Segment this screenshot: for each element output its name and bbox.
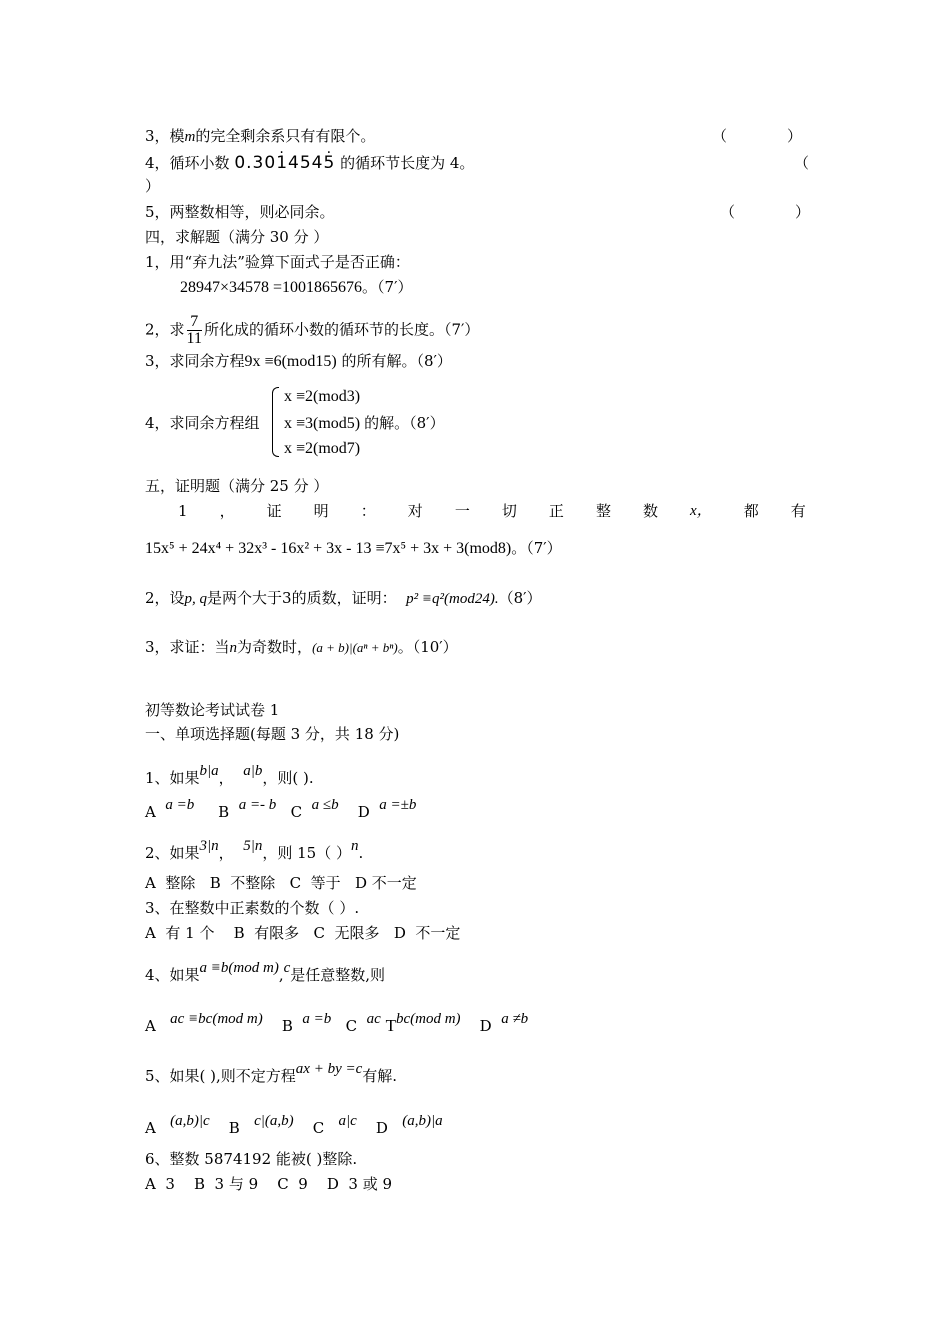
judge-q5-answer-blank[interactable]: （ ） xyxy=(720,203,811,221)
section5-title: 五，证明题（满分 25 分 ） xyxy=(145,477,329,495)
polynomial-congruence: 15x⁵ + 24x⁴ + 32x³ - 16x² + 3x - 13 ≡7x⁵ + 3x + 3(mod8) xyxy=(145,540,512,557)
cond-congruence: a ≡b(mod m) xyxy=(199,960,279,976)
p-q-congruence: p² ≡q²(mod24). xyxy=(406,591,499,607)
judge-q4-answer-open[interactable]: （ xyxy=(794,154,810,172)
exam-q1-sep: ， xyxy=(218,769,234,787)
option-c-letter[interactable]: C xyxy=(345,1017,358,1035)
s5-q3-text: 为奇数时， xyxy=(237,638,313,656)
judge-q3 xyxy=(145,126,375,147)
exam-q2-sep: ， xyxy=(218,844,234,862)
divisibility-expr: (a + b)|(aⁿ + bⁿ) xyxy=(312,640,398,655)
system-eq-1: x ≡2(mod3) xyxy=(284,388,361,405)
left-brace xyxy=(272,387,279,457)
option-d-letter[interactable]: D xyxy=(357,803,370,821)
exam-q6: 6、整数 5874192 能被( )整除. xyxy=(145,1150,358,1168)
s5-q1-word: 一 xyxy=(454,502,470,520)
decimal-prefix: 0.30 xyxy=(234,153,277,173)
exam-q1-prefix: 1、如果 xyxy=(145,769,200,787)
cond-3-divides-n: 3|n xyxy=(199,838,219,854)
option-c-text: 无限多 xyxy=(334,924,380,942)
option-b-letter[interactable]: B xyxy=(218,803,230,821)
exam-q4-suffix: 是任意整数,则 xyxy=(290,966,386,984)
cond-b-divides-a: b|a xyxy=(199,763,219,779)
section5-q2 xyxy=(145,588,542,609)
option-b-text: 不整除 xyxy=(230,874,276,892)
system-eq-2: x ≡3(mod5) xyxy=(284,415,361,432)
option-b-letter[interactable]: B xyxy=(228,1119,240,1137)
option-a-letter[interactable]: A xyxy=(145,874,156,892)
option-c-left: ac xyxy=(366,1011,381,1027)
option-a-letter[interactable]: A xyxy=(145,1017,156,1035)
q4-text: 的解。（8′） xyxy=(364,414,445,432)
option-c-right: bc(mod m) xyxy=(395,1011,461,1027)
q3-congruence: 9x ≡6(mod15) xyxy=(244,353,337,370)
exam-q4 xyxy=(145,960,386,986)
judge-q3-label: 3，模 xyxy=(145,127,185,145)
exam-q2-suffix: ，则 15（ ） xyxy=(262,844,351,862)
fraction-denominator: 11 xyxy=(186,330,202,347)
q1-expression: 28947×34578 =1001865676 xyxy=(180,279,363,296)
option-a-text: 整除 xyxy=(165,874,196,892)
s5-q1-word: 切 xyxy=(501,502,517,520)
exam-q1-suffix: ，则( ). xyxy=(262,769,314,787)
exam-q2-end: . xyxy=(358,844,364,862)
system-eq-3: x ≡2(mod7) xyxy=(284,440,361,457)
option-b-letter[interactable]: B xyxy=(209,874,221,892)
option-c-letter[interactable]: C xyxy=(290,803,303,821)
cond-5-divides-n: 5|n xyxy=(243,838,263,854)
option-a-expr: (a,b)|c xyxy=(170,1113,210,1129)
q3-prefix: 3，求同余方程 xyxy=(145,352,245,370)
s5-q1-word: 有 xyxy=(790,502,806,520)
decimal-dot-digit-end: · 5 xyxy=(323,153,335,173)
q1-score: 。（7′） xyxy=(362,278,413,296)
option-c-expr: a|c xyxy=(338,1113,357,1129)
exam-q3: 3、在整数中正素数的个数（ ）. xyxy=(145,899,360,917)
option-b-expr: a =b xyxy=(302,1011,332,1027)
cond-a-divides-b: a|b xyxy=(243,763,263,779)
s5-q1-word: 证 xyxy=(266,502,282,520)
option-d-expr: a ≠b xyxy=(501,1011,529,1027)
option-a-expr: ac ≡bc(mod m) xyxy=(170,1011,263,1027)
option-d-text: 不一定 xyxy=(415,924,461,942)
section4-q1-expr xyxy=(180,277,413,298)
option-d-letter[interactable]: D xyxy=(479,1017,492,1035)
exam-title: 初等数论考试试卷 1 xyxy=(145,701,280,719)
option-b-text: 有限多 xyxy=(254,924,300,942)
vars-p-q: p, q xyxy=(184,591,208,607)
option-d-letter[interactable]: D xyxy=(354,874,368,892)
s5-q1-word: 正 xyxy=(548,502,564,520)
decimal-mid: 454 xyxy=(288,153,324,173)
judge-q4-label: 4，循环小数 xyxy=(145,154,230,172)
section5-q3 xyxy=(145,637,458,658)
exam-section1-title: 一、单项选择题(每题 3 分，共 18 分) xyxy=(145,725,400,743)
exam-q5-options xyxy=(145,1113,443,1139)
var-m: m xyxy=(184,129,196,145)
exam-q5 xyxy=(145,1061,398,1087)
exam-q2-prefix: 2、如果 xyxy=(145,844,200,862)
exam-q2-options xyxy=(145,873,417,893)
repeating-decimal xyxy=(234,153,335,173)
option-d-expr: a =±b xyxy=(379,797,417,813)
var-c: c xyxy=(283,960,291,976)
option-b-expr: a =- b xyxy=(238,797,277,813)
judge-q3-text: 的完全剩余系只有有限个。 xyxy=(195,127,376,145)
not-congruent-symbol: T xyxy=(385,1016,396,1035)
option-a-expr: a =b xyxy=(165,797,195,813)
judge-q4-text: 的循环节长度为 4。 xyxy=(340,154,475,172)
option-a-text: 有 1 个 xyxy=(165,924,215,942)
judge-q5: 5，两整数相等，则必同余。 xyxy=(145,203,335,221)
option-a-letter[interactable]: A xyxy=(145,924,156,942)
s5-q1-word: 1 xyxy=(178,502,188,520)
section4-title: 四，求解题（满分 30 分 ） xyxy=(145,228,329,246)
judge-q4 xyxy=(145,153,474,173)
exam-q4-sep: , xyxy=(278,966,284,984)
s5-q2-score: （8′） xyxy=(498,589,542,607)
judge-q3-answer-blank[interactable]: （ ） xyxy=(712,127,803,145)
q2-prefix: 2，求 xyxy=(145,320,185,339)
s5-q2-prefix: 2，设 xyxy=(145,589,185,607)
option-c-text: 等于 xyxy=(310,874,341,892)
diophantine-equation: ax + by =c xyxy=(295,1061,363,1077)
option-d-expr: (a,b)|a xyxy=(402,1113,443,1129)
option-b-letter[interactable]: B xyxy=(281,1017,293,1035)
s5-q1-word: 明 xyxy=(313,502,329,520)
system-eq-2-row xyxy=(284,413,445,434)
option-a-letter[interactable]: A xyxy=(145,803,156,821)
s5-q1-word: ： xyxy=(360,502,376,520)
s5-q3-score: 。（10′） xyxy=(397,638,458,656)
section5-q1-expr xyxy=(145,538,562,559)
s5-q3-prefix: 3，求证：当 xyxy=(145,638,230,656)
option-b-expr: c|(a,b) xyxy=(254,1113,294,1129)
s5-q1-word: 对 xyxy=(407,502,423,520)
exam-q3-options xyxy=(145,923,460,943)
q3-text: 的所有解。（8′） xyxy=(341,352,452,370)
judge-q4-answer-close[interactable]: ） xyxy=(145,177,161,195)
fraction-numerator: 7 xyxy=(187,314,202,331)
section4-q3 xyxy=(145,351,452,372)
exam-q4-options xyxy=(145,1011,529,1037)
s5-q1-score: 。（7′） xyxy=(511,539,562,557)
section4-q1: 1，用“弃九法”验算下面式子是否正确： xyxy=(145,253,410,271)
option-d-letter[interactable]: D xyxy=(375,1119,388,1137)
s5-q1-word: 都 xyxy=(743,502,759,520)
option-c-letter[interactable]: C xyxy=(312,1119,325,1137)
decimal-dot-digit-start: · 1 xyxy=(276,153,288,173)
section4-q2 xyxy=(145,314,479,347)
s5-q1-word: ， xyxy=(219,502,235,520)
option-b-letter[interactable]: B xyxy=(233,924,245,942)
exam-q1 xyxy=(145,763,314,789)
option-c-letter[interactable]: C xyxy=(289,874,302,892)
var-n: n xyxy=(350,838,359,854)
option-a-letter[interactable]: A xyxy=(145,1119,156,1137)
section5-q1-justified xyxy=(178,501,806,521)
exam-q5-prefix: 5、如果( ),则不定方程 xyxy=(145,1067,296,1085)
exam-q2 xyxy=(145,838,364,864)
s5-q2-text: 是两个大于3的质数，证明： xyxy=(207,589,397,607)
exam-q1-options xyxy=(145,797,417,823)
section4-q4-prefix: 4，求同余方程组 xyxy=(145,414,260,432)
option-c-expr: a ≤b xyxy=(311,797,339,813)
q2-text: 所化成的循环小数的循环节的长度。（7′） xyxy=(203,320,480,339)
s5-q1-word: x， xyxy=(690,503,712,519)
exam-q6-options: A 3 B 3 与 9 C 9 D 3 或 9 xyxy=(145,1175,393,1193)
exam-q5-suffix: 有解. xyxy=(362,1067,398,1085)
var-n: n xyxy=(229,640,238,656)
option-c-letter[interactable]: C xyxy=(313,924,325,942)
fraction-7-11 xyxy=(187,314,202,347)
option-d-text: 不一定 xyxy=(371,874,417,892)
exam-q4-prefix: 4、如果 xyxy=(145,966,200,984)
option-d-letter[interactable]: D xyxy=(393,924,406,942)
s5-q1-word: 数 xyxy=(643,502,659,520)
s5-q1-word: 整 xyxy=(595,502,611,520)
